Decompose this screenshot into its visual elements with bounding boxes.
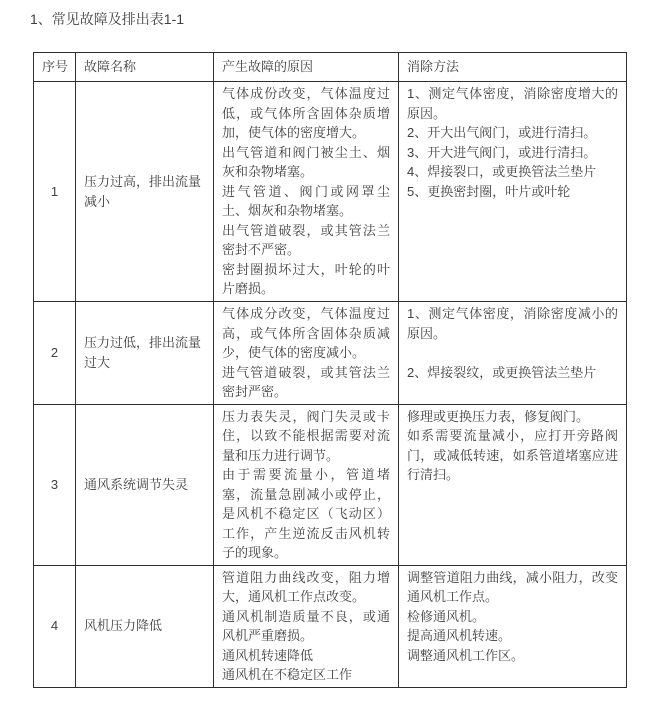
fault-name-cell: 压力过高，排出流量减小 <box>76 82 214 302</box>
row-number-cell: 4 <box>34 565 76 687</box>
cell-paragraph: 气体成分改变，气体温度过高，或气体所含固体杂质减少，使气体的密度减小。 <box>222 306 390 360</box>
cell-paragraph: 出气管道破裂，或其管法兰密封不严密。 <box>222 222 390 257</box>
fault-name-cell: 压力过低，排出流量过大 <box>76 302 214 405</box>
cell-paragraph: 由于需要流量小，管道堵塞，流量急剧减小或停止，是风机不稳定区（飞动区）工作，产生逆流反击风机转子的现象。 <box>222 467 390 560</box>
cell-paragraph: 调整管道阻力曲线，减小阻力，改变通风机工作点。 <box>407 569 618 604</box>
cell-paragraph: 进气管道破裂，或其管法兰密封严密。 <box>222 364 390 399</box>
fault-remedy-cell <box>399 82 627 302</box>
fault-remedy-cell <box>399 565 627 687</box>
table-row <box>34 404 627 565</box>
cell-paragraph: 密封圈损坏过大，叶轮的叶片磨损。 <box>222 261 390 296</box>
cell-paragraph <box>407 343 618 363</box>
cell-paragraph: 1、测定气体密度，消除密度减小的原因。 <box>407 306 618 341</box>
row-number-cell: 3 <box>34 404 76 565</box>
fault-cause-cell <box>214 404 399 565</box>
fault-name-cell: 风机压力降低 <box>76 565 214 687</box>
cell-paragraph: 修理或更换压力表，修复阀门。 <box>407 408 590 424</box>
row-number-cell: 2 <box>34 302 76 405</box>
fault-remedy-cell <box>399 302 627 405</box>
cell-paragraph: 通风机制造质量不良，或通风机严重磨损。 <box>222 608 390 643</box>
table-row <box>34 565 627 687</box>
cell-paragraph: 通风机转速降低 <box>222 647 314 663</box>
fault-cause-cell <box>214 565 399 687</box>
cell-paragraph: 3、开大进气阀门，或进行清扫。 <box>407 144 597 160</box>
fault-cause-cell <box>214 302 399 405</box>
cell-paragraph: 4、焊接裂口，或更换管法兰垫片 <box>407 164 597 179</box>
page-title: 1、常见故障及排出表1-1 <box>30 11 185 27</box>
cell-paragraph: 5、更换密封圈，叶片或叶轮 <box>407 183 571 199</box>
cell-paragraph: 如系需要流量减小，应打开旁路阀门，或减低转速，如系管道堵塞应进行清扫。 <box>407 428 618 482</box>
table-row <box>34 302 627 405</box>
cell-paragraph: 管道阻力曲线改变，阻力增大，通风机工作点改变。 <box>222 569 390 604</box>
column-header-no: 序号 <box>34 53 76 82</box>
column-header-method: 消除方法 <box>399 53 627 82</box>
column-header-name: 故障名称 <box>76 53 214 82</box>
cell-paragraph: 压力表失灵，阀门失灵或卡住，以致不能根据需要对流量和压力进行调节。 <box>222 408 390 463</box>
cell-paragraph: 气体成份改变，气体温度过低，或气体所含固体杂质增加，使气体的密度增大。 <box>222 86 390 140</box>
row-number-cell: 1 <box>34 82 76 302</box>
cell-paragraph: 提高通风机转速。 <box>407 628 512 643</box>
table-header-row <box>34 53 627 82</box>
cell-paragraph: 进气管道、阀门或网罩尘土、烟灰和杂物堵塞。 <box>222 183 390 218</box>
cell-paragraph: 2、开大出气阀门，或进行清扫。 <box>407 125 597 140</box>
cell-paragraph: 通风机在不稳定区工作 <box>222 667 353 682</box>
column-header-cause: 产生故障的原因 <box>214 53 399 82</box>
cell-paragraph: 出气管道和阀门被尘土、烟灰和杂物堵塞。 <box>222 144 390 179</box>
cell-paragraph: 2、焊接裂纹，或更换管法兰垫片 <box>407 364 597 380</box>
fault-remedy-cell <box>399 404 627 565</box>
fault-cause-cell <box>214 82 399 302</box>
fault-troubleshooting-table <box>33 52 627 688</box>
cell-paragraph: 1、测定气体密度，消除密度增大的原因。 <box>407 86 618 121</box>
table-row <box>34 82 627 302</box>
cell-paragraph: 调整通风机工作区。 <box>407 647 525 663</box>
cell-paragraph: 检修通风机。 <box>407 608 486 624</box>
fault-name-cell: 通风系统调节失灵 <box>76 404 214 565</box>
